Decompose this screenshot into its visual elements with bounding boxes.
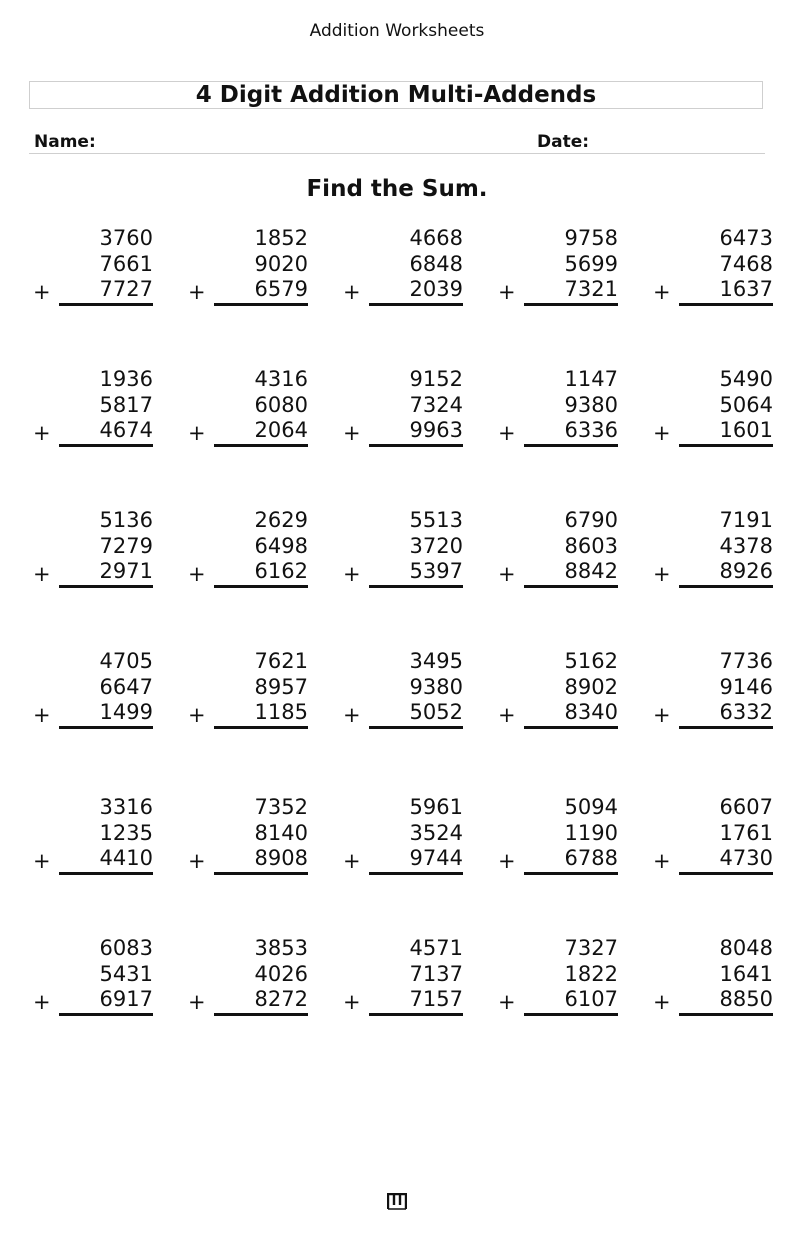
addend-1: 7621 (254, 649, 308, 673)
addend-3: 9744 (409, 846, 463, 870)
plus-sign: + (653, 562, 671, 586)
addition-problem (343, 649, 463, 729)
addend-1: 5513 (409, 508, 463, 532)
answer-line[interactable] (679, 872, 773, 875)
plus-sign: + (188, 280, 206, 304)
addend-2: 4026 (254, 962, 308, 986)
answer-line[interactable] (59, 303, 153, 306)
answer-line[interactable] (679, 303, 773, 306)
answer-line[interactable] (369, 1013, 463, 1016)
addend-3: 6162 (254, 559, 308, 583)
addend-1: 5136 (99, 508, 153, 532)
addend-2: 1235 (99, 821, 153, 845)
plus-sign: + (343, 990, 361, 1014)
addend-3: 2039 (409, 277, 463, 301)
addend-2: 8957 (254, 675, 308, 699)
addend-2: 6848 (409, 252, 463, 276)
addend-3: 7321 (564, 277, 618, 301)
addend-3: 6332 (719, 700, 773, 724)
addend-1: 6790 (564, 508, 618, 532)
answer-line[interactable] (679, 1013, 773, 1016)
answer-line[interactable] (679, 585, 773, 588)
name-date-divider (29, 153, 765, 154)
answer-line[interactable] (524, 303, 618, 306)
addition-problem (188, 508, 308, 588)
plus-sign: + (343, 703, 361, 727)
addition-problem (343, 936, 463, 1016)
plus-sign: + (498, 990, 516, 1014)
answer-line[interactable] (369, 303, 463, 306)
answer-line[interactable] (679, 444, 773, 447)
plus-sign: + (33, 562, 51, 586)
answer-line[interactable] (524, 1013, 618, 1016)
addition-problem (653, 936, 773, 1016)
answer-line[interactable] (59, 585, 153, 588)
addend-2: 8902 (564, 675, 618, 699)
addend-3: 5397 (409, 559, 463, 583)
addend-3: 4674 (99, 418, 153, 442)
addend-3: 8842 (564, 559, 618, 583)
addition-problem (498, 649, 618, 729)
addend-1: 3316 (99, 795, 153, 819)
addend-1: 1147 (564, 367, 618, 391)
addend-2: 7661 (99, 252, 153, 276)
answer-line[interactable] (524, 726, 618, 729)
addition-problem (653, 226, 773, 306)
plus-sign: + (33, 280, 51, 304)
addition-problem (498, 795, 618, 875)
plus-sign: + (653, 421, 671, 445)
addend-1: 3495 (409, 649, 463, 673)
plus-sign: + (343, 562, 361, 586)
addend-2: 1641 (719, 962, 773, 986)
addend-1: 5094 (564, 795, 618, 819)
addition-problem (33, 508, 153, 588)
addend-3: 4410 (99, 846, 153, 870)
addition-problem (188, 795, 308, 875)
answer-line[interactable] (214, 872, 308, 875)
addition-problem (498, 508, 618, 588)
answer-line[interactable] (59, 726, 153, 729)
addend-1: 7191 (719, 508, 773, 532)
addend-1: 2629 (254, 508, 308, 532)
addend-3: 8926 (719, 559, 773, 583)
addition-problem (188, 226, 308, 306)
addition-problem (33, 936, 153, 1016)
addend-2: 4378 (719, 534, 773, 558)
addend-1: 3760 (99, 226, 153, 250)
addend-3: 9963 (409, 418, 463, 442)
plus-sign: + (188, 562, 206, 586)
worksheet-title: 4 Digit Addition Multi-Addends (29, 81, 763, 109)
addend-2: 7468 (719, 252, 773, 276)
plus-sign: + (33, 990, 51, 1014)
plus-sign: + (653, 280, 671, 304)
addend-3: 8908 (254, 846, 308, 870)
answer-line[interactable] (524, 872, 618, 875)
plus-sign: + (653, 849, 671, 873)
addend-3: 7727 (99, 277, 153, 301)
addition-problem (653, 367, 773, 447)
answer-line[interactable] (524, 444, 618, 447)
addend-1: 5162 (564, 649, 618, 673)
addend-2: 1822 (564, 962, 618, 986)
addend-2: 3524 (409, 821, 463, 845)
addend-2: 7324 (409, 393, 463, 417)
answer-line[interactable] (214, 585, 308, 588)
plus-sign: + (343, 849, 361, 873)
answer-line[interactable] (214, 1013, 308, 1016)
answer-line[interactable] (59, 444, 153, 447)
addend-3: 6107 (564, 987, 618, 1011)
answer-line[interactable] (524, 585, 618, 588)
plus-sign: + (188, 421, 206, 445)
plus-sign: + (498, 703, 516, 727)
addend-2: 9146 (719, 675, 773, 699)
addend-1: 6607 (719, 795, 773, 819)
plus-sign: + (498, 280, 516, 304)
plus-sign: + (188, 703, 206, 727)
addend-2: 8140 (254, 821, 308, 845)
addition-problem (33, 649, 153, 729)
addend-1: 9758 (564, 226, 618, 250)
date-label: Date: (537, 132, 590, 152)
addend-1: 5490 (719, 367, 773, 391)
addend-1: 8048 (719, 936, 773, 960)
addition-problem (498, 226, 618, 306)
addend-3: 8272 (254, 987, 308, 1011)
answer-line[interactable] (59, 872, 153, 875)
addend-2: 9380 (409, 675, 463, 699)
instruction: Find the Sum. (306, 176, 488, 202)
addend-1: 4705 (99, 649, 153, 673)
addition-problem (188, 649, 308, 729)
addend-2: 7137 (409, 962, 463, 986)
answer-line[interactable] (369, 726, 463, 729)
addition-problem (498, 367, 618, 447)
addend-3: 6579 (254, 277, 308, 301)
plus-sign: + (498, 421, 516, 445)
addition-problem (343, 795, 463, 875)
addition-problem (653, 508, 773, 588)
addend-3: 4730 (719, 846, 773, 870)
answer-line[interactable] (214, 303, 308, 306)
plus-sign: + (33, 421, 51, 445)
addend-1: 4316 (254, 367, 308, 391)
answer-line[interactable] (214, 444, 308, 447)
name-label: Name: (34, 132, 96, 152)
addition-problem (343, 226, 463, 306)
addition-problem (498, 936, 618, 1016)
answer-line[interactable] (679, 726, 773, 729)
addition-problem (33, 795, 153, 875)
plus-sign: + (343, 280, 361, 304)
addend-2: 1761 (719, 821, 773, 845)
addend-1: 9152 (409, 367, 463, 391)
addend-2: 5064 (719, 393, 773, 417)
answer-line[interactable] (214, 726, 308, 729)
addend-2: 9020 (254, 252, 308, 276)
answer-line[interactable] (369, 444, 463, 447)
addend-2: 5699 (564, 252, 618, 276)
plus-sign: + (653, 703, 671, 727)
plus-sign: + (188, 849, 206, 873)
addend-3: 6336 (564, 418, 618, 442)
plus-sign: + (33, 849, 51, 873)
addend-2: 6498 (254, 534, 308, 558)
addend-1: 7327 (564, 936, 618, 960)
addend-2: 5431 (99, 962, 153, 986)
addend-1: 6083 (99, 936, 153, 960)
addition-problem (653, 795, 773, 875)
addend-3: 5052 (409, 700, 463, 724)
site-title: Addition Worksheets (309, 21, 485, 41)
answer-line[interactable] (59, 1013, 153, 1016)
addend-3: 1637 (719, 277, 773, 301)
addend-1: 4571 (409, 936, 463, 960)
plus-sign: + (653, 990, 671, 1014)
addend-1: 6473 (719, 226, 773, 250)
plus-sign: + (498, 849, 516, 873)
addition-problem (343, 367, 463, 447)
addend-1: 4668 (409, 226, 463, 250)
addend-2: 7279 (99, 534, 153, 558)
addend-3: 7157 (409, 987, 463, 1011)
addend-3: 8340 (564, 700, 618, 724)
addend-2: 1190 (564, 821, 618, 845)
addend-1: 7736 (719, 649, 773, 673)
addend-1: 1852 (254, 226, 308, 250)
addend-3: 1185 (254, 700, 308, 724)
addition-problem (33, 226, 153, 306)
answer-line[interactable] (369, 872, 463, 875)
addend-3: 2971 (99, 559, 153, 583)
plus-sign: + (343, 421, 361, 445)
addend-2: 6647 (99, 675, 153, 699)
addend-3: 1601 (719, 418, 773, 442)
addend-1: 7352 (254, 795, 308, 819)
addend-3: 1499 (99, 700, 153, 724)
addend-3: 6917 (99, 987, 153, 1011)
worksheet-logo-icon (387, 1193, 407, 1210)
addend-2: 6080 (254, 393, 308, 417)
addend-2: 8603 (564, 534, 618, 558)
addition-problem (653, 649, 773, 729)
addition-problem (33, 367, 153, 447)
addend-1: 5961 (409, 795, 463, 819)
plus-sign: + (33, 703, 51, 727)
addition-problem (188, 936, 308, 1016)
addend-2: 3720 (409, 534, 463, 558)
addend-1: 1936 (99, 367, 153, 391)
addend-1: 3853 (254, 936, 308, 960)
addition-problem (188, 367, 308, 447)
addend-2: 9380 (564, 393, 618, 417)
addend-3: 8850 (719, 987, 773, 1011)
plus-sign: + (188, 990, 206, 1014)
answer-line[interactable] (369, 585, 463, 588)
addend-3: 2064 (254, 418, 308, 442)
addition-problem (343, 508, 463, 588)
plus-sign: + (498, 562, 516, 586)
addend-2: 5817 (99, 393, 153, 417)
addend-3: 6788 (564, 846, 618, 870)
